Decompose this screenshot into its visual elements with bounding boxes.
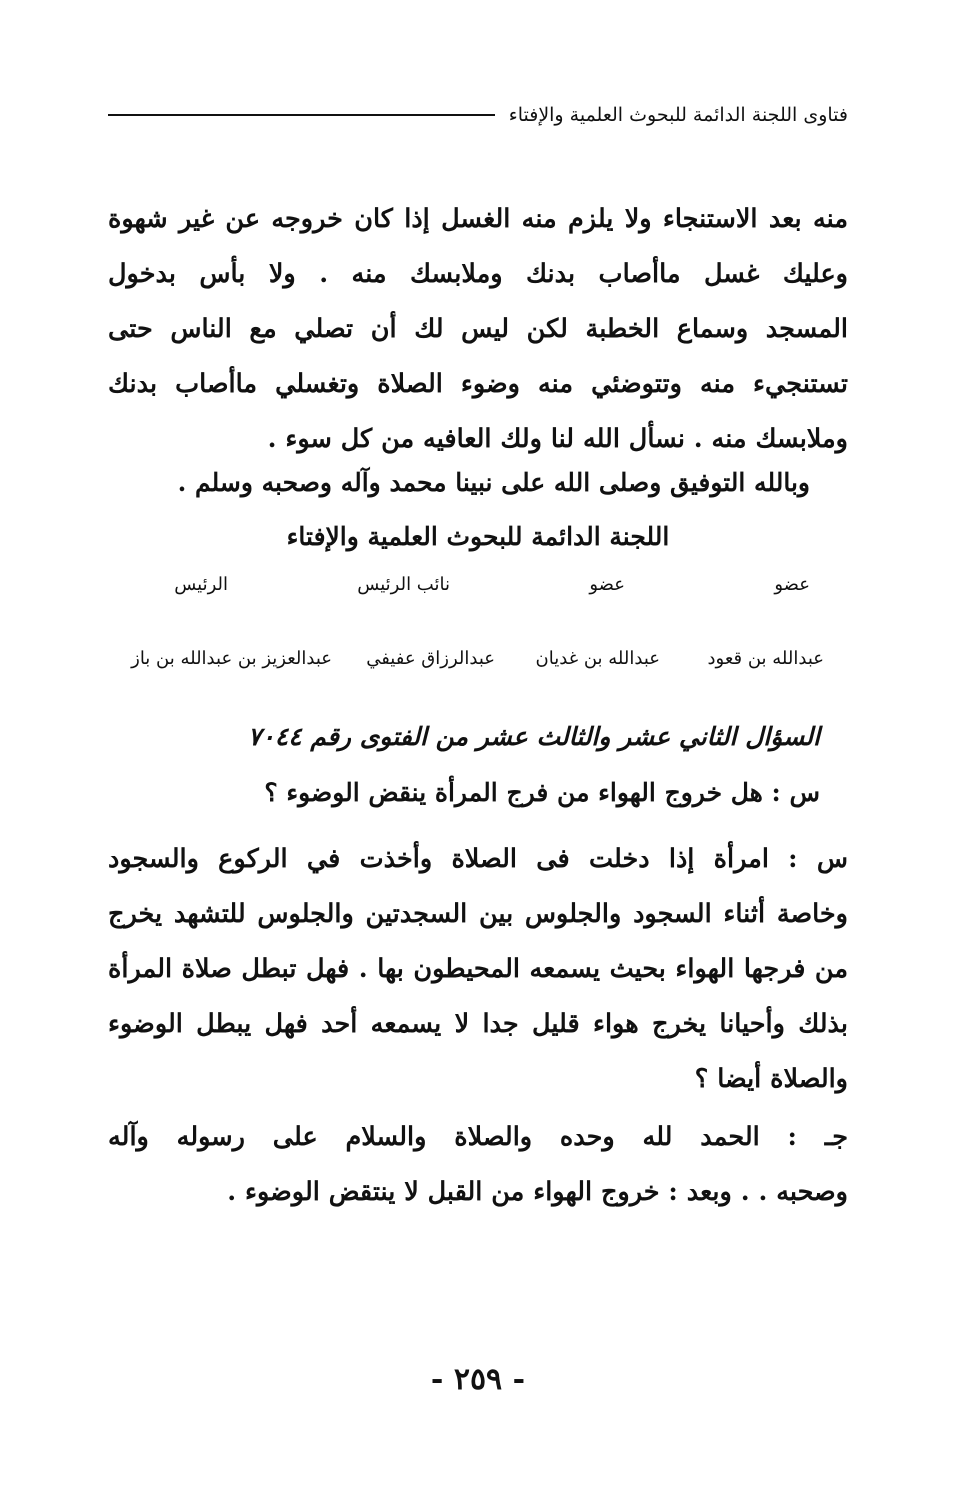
body-line: تستنجيء منه وتتوضئي منه وضوء الصلاة وتغسلي ماأصاب بدنك — [108, 369, 848, 399]
answer — [108, 1110, 848, 1220]
closing-prayer: وبالله التوفيق وصلى الله على نبينا محمد وآله وصحبه وسلم . — [177, 468, 810, 497]
question-line: وخاصة أثناء السجود والجلوس بين السجدتين والجلوس للتشهد يخرج — [108, 899, 848, 929]
question-line: من فرجها الهواء بحيث يسمعه المحيطون بها . فهل تبطل صلاة المرأة — [108, 954, 848, 984]
member-name: عبدالله بن قعود — [707, 648, 824, 669]
question-heading: السؤال الثاني عشر والثالث عشر من الفتوى رقم ٧٠٤٤ — [247, 722, 820, 751]
question-short: س : هل خروج الهواء من فرج المرأة ينقض الوضوء ؟ — [264, 778, 820, 807]
page-number: - ٢٥٩ - — [430, 1362, 526, 1397]
role-vice-president: نائب الرئيس — [357, 574, 450, 595]
role-member: عضو — [589, 574, 625, 595]
fatwa-continuation — [108, 192, 848, 467]
role-president: الرئيس — [174, 574, 228, 595]
question-line: والصلاة أيضا ؟ — [694, 1064, 848, 1094]
answer-line: وصحبه . . وبعد : خروج الهواء من القبل لا ينتقض الوضوء . — [227, 1177, 848, 1207]
question-line: س : امرأة إذا دخلت فى الصلاة وأخذت في الركوع والسجود — [108, 844, 848, 874]
running-header — [108, 104, 848, 126]
committee-names — [131, 648, 840, 678]
member-name: عبدالرزاق عفيفي — [366, 648, 495, 669]
committee-title: اللجنة الدائمة للبحوث العلمية والإفتاء — [286, 522, 670, 551]
committee-roles — [140, 574, 840, 604]
role-member: عضو — [774, 574, 810, 595]
running-header-title: فتاوى اللجنة الدائمة للبحوث العلمية والإفتاء — [508, 104, 848, 126]
member-name: عبدالعزيز بن عبدالله بن باز — [131, 648, 332, 669]
body-line: وعليك غسل ماأصاب بدنك وملابسك منه . ولا بأس بدخول — [108, 259, 848, 289]
question-line: بذلك وأحيانا يخرج هواء قليل جدا لا يسمعه أحد فهل يبطل الوضوء — [108, 1009, 848, 1039]
member-name: عبدالله بن غديان — [535, 648, 660, 669]
body-line: المسجد وسماع الخطبة لكن ليس لك أن تصلي مع الناس حتى — [108, 314, 848, 344]
answer-line: جـ : الحمد لله وحده والصلاة والسلام على رسوله وآله — [108, 1122, 848, 1152]
question-long — [108, 832, 848, 1107]
header-rule — [108, 114, 495, 116]
body-line: منه بعد الاستنجاء ولا يلزم منه الغسل إذا كان خروجه عن غير شهوة — [108, 204, 848, 234]
body-line: وملابسك منه . نسأل الله لنا ولك العافيه من كل سوء . — [267, 424, 848, 454]
